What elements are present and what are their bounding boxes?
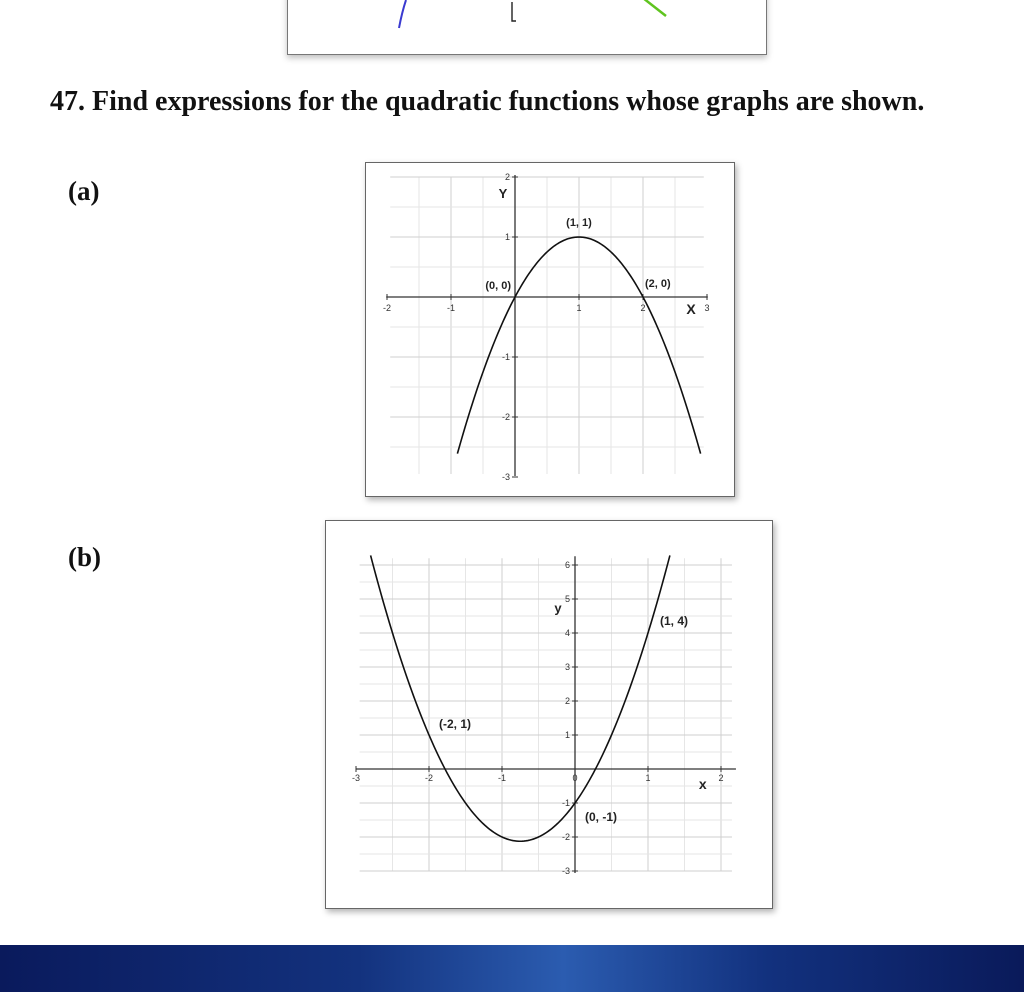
graph-a-x-tick-label: 2	[640, 303, 646, 313]
graph-a-y-tick-label: 1	[504, 232, 510, 243]
previous-green-curve	[643, 0, 666, 16]
graph-a-x-tick-label: 1	[576, 303, 582, 313]
graph-a-y-axis-label: Y	[498, 186, 508, 201]
graph-b-y-tick-label: -2	[561, 832, 570, 843]
previous-figure-svg	[288, 0, 766, 54]
previous-figure-fragment	[287, 0, 767, 55]
graph-b-y-tick-label: 5	[564, 594, 570, 605]
graph-b-y-axis-label: y	[554, 600, 562, 616]
graph-a-point-label: (2, 0)	[645, 278, 671, 290]
part-a-label: (a)	[68, 176, 100, 206]
graph-a-y-tick-label: -3	[501, 472, 510, 483]
graph-b-y-tick-label: 3	[564, 662, 570, 673]
part-b-label: (b)	[68, 542, 101, 572]
footer-band	[0, 945, 1024, 992]
graph-b-y-tick-label: -3	[561, 866, 570, 877]
graph-b-point-label: (-2, 1)	[439, 717, 472, 731]
graph-b-x-tick-label: 1	[645, 773, 651, 783]
graph-b-panel	[325, 520, 773, 909]
graph-b-point-label: (0, -1)	[585, 810, 618, 824]
graph-b-point-label: (1, 4)	[660, 614, 689, 628]
graph-b-y-tick-label: 2	[564, 696, 570, 707]
graph-a-point-label: (0, 0)	[485, 280, 511, 292]
graph-a-panel	[365, 162, 735, 497]
graph-a-y-tick-label: -1	[501, 352, 510, 363]
graph-b-parabola	[371, 555, 670, 841]
graph-a-x-tick-label: -1	[446, 303, 456, 313]
graph-a-x-tick-label: 3	[704, 303, 710, 313]
graph-b-x-tick-label: -3	[351, 773, 361, 783]
graph-b-y-tick-label: 6	[564, 560, 570, 571]
graph-b	[326, 521, 772, 908]
graph-b-y-tick-label: -1	[561, 798, 570, 809]
previous-axis-tick	[512, 2, 516, 21]
graph-b-x-tick-label: 0	[572, 773, 578, 783]
problem-heading: 47. Find expressions for the quadratic functions whose graphs are shown.	[50, 86, 925, 117]
previous-blue-curve	[399, 0, 406, 28]
graph-b-y-tick-label: 4	[564, 628, 570, 639]
graph-a	[366, 163, 734, 496]
graph-a-x-axis-label: X	[686, 301, 696, 317]
graph-a-point-label: (1, 1)	[566, 217, 592, 229]
graph-a-y-tick-label: -2	[501, 412, 510, 423]
graph-b-x-tick-label: -1	[497, 773, 507, 783]
graph-b-x-tick-label: 2	[718, 773, 724, 783]
graph-a-y-tick-label: 2	[504, 172, 510, 183]
graph-b-y-tick-label: 1	[564, 730, 570, 741]
graph-b-x-tick-label: -2	[424, 773, 434, 783]
graph-a-x-tick-label: -2	[382, 303, 392, 313]
graph-b-x-axis-label: x	[698, 776, 707, 792]
